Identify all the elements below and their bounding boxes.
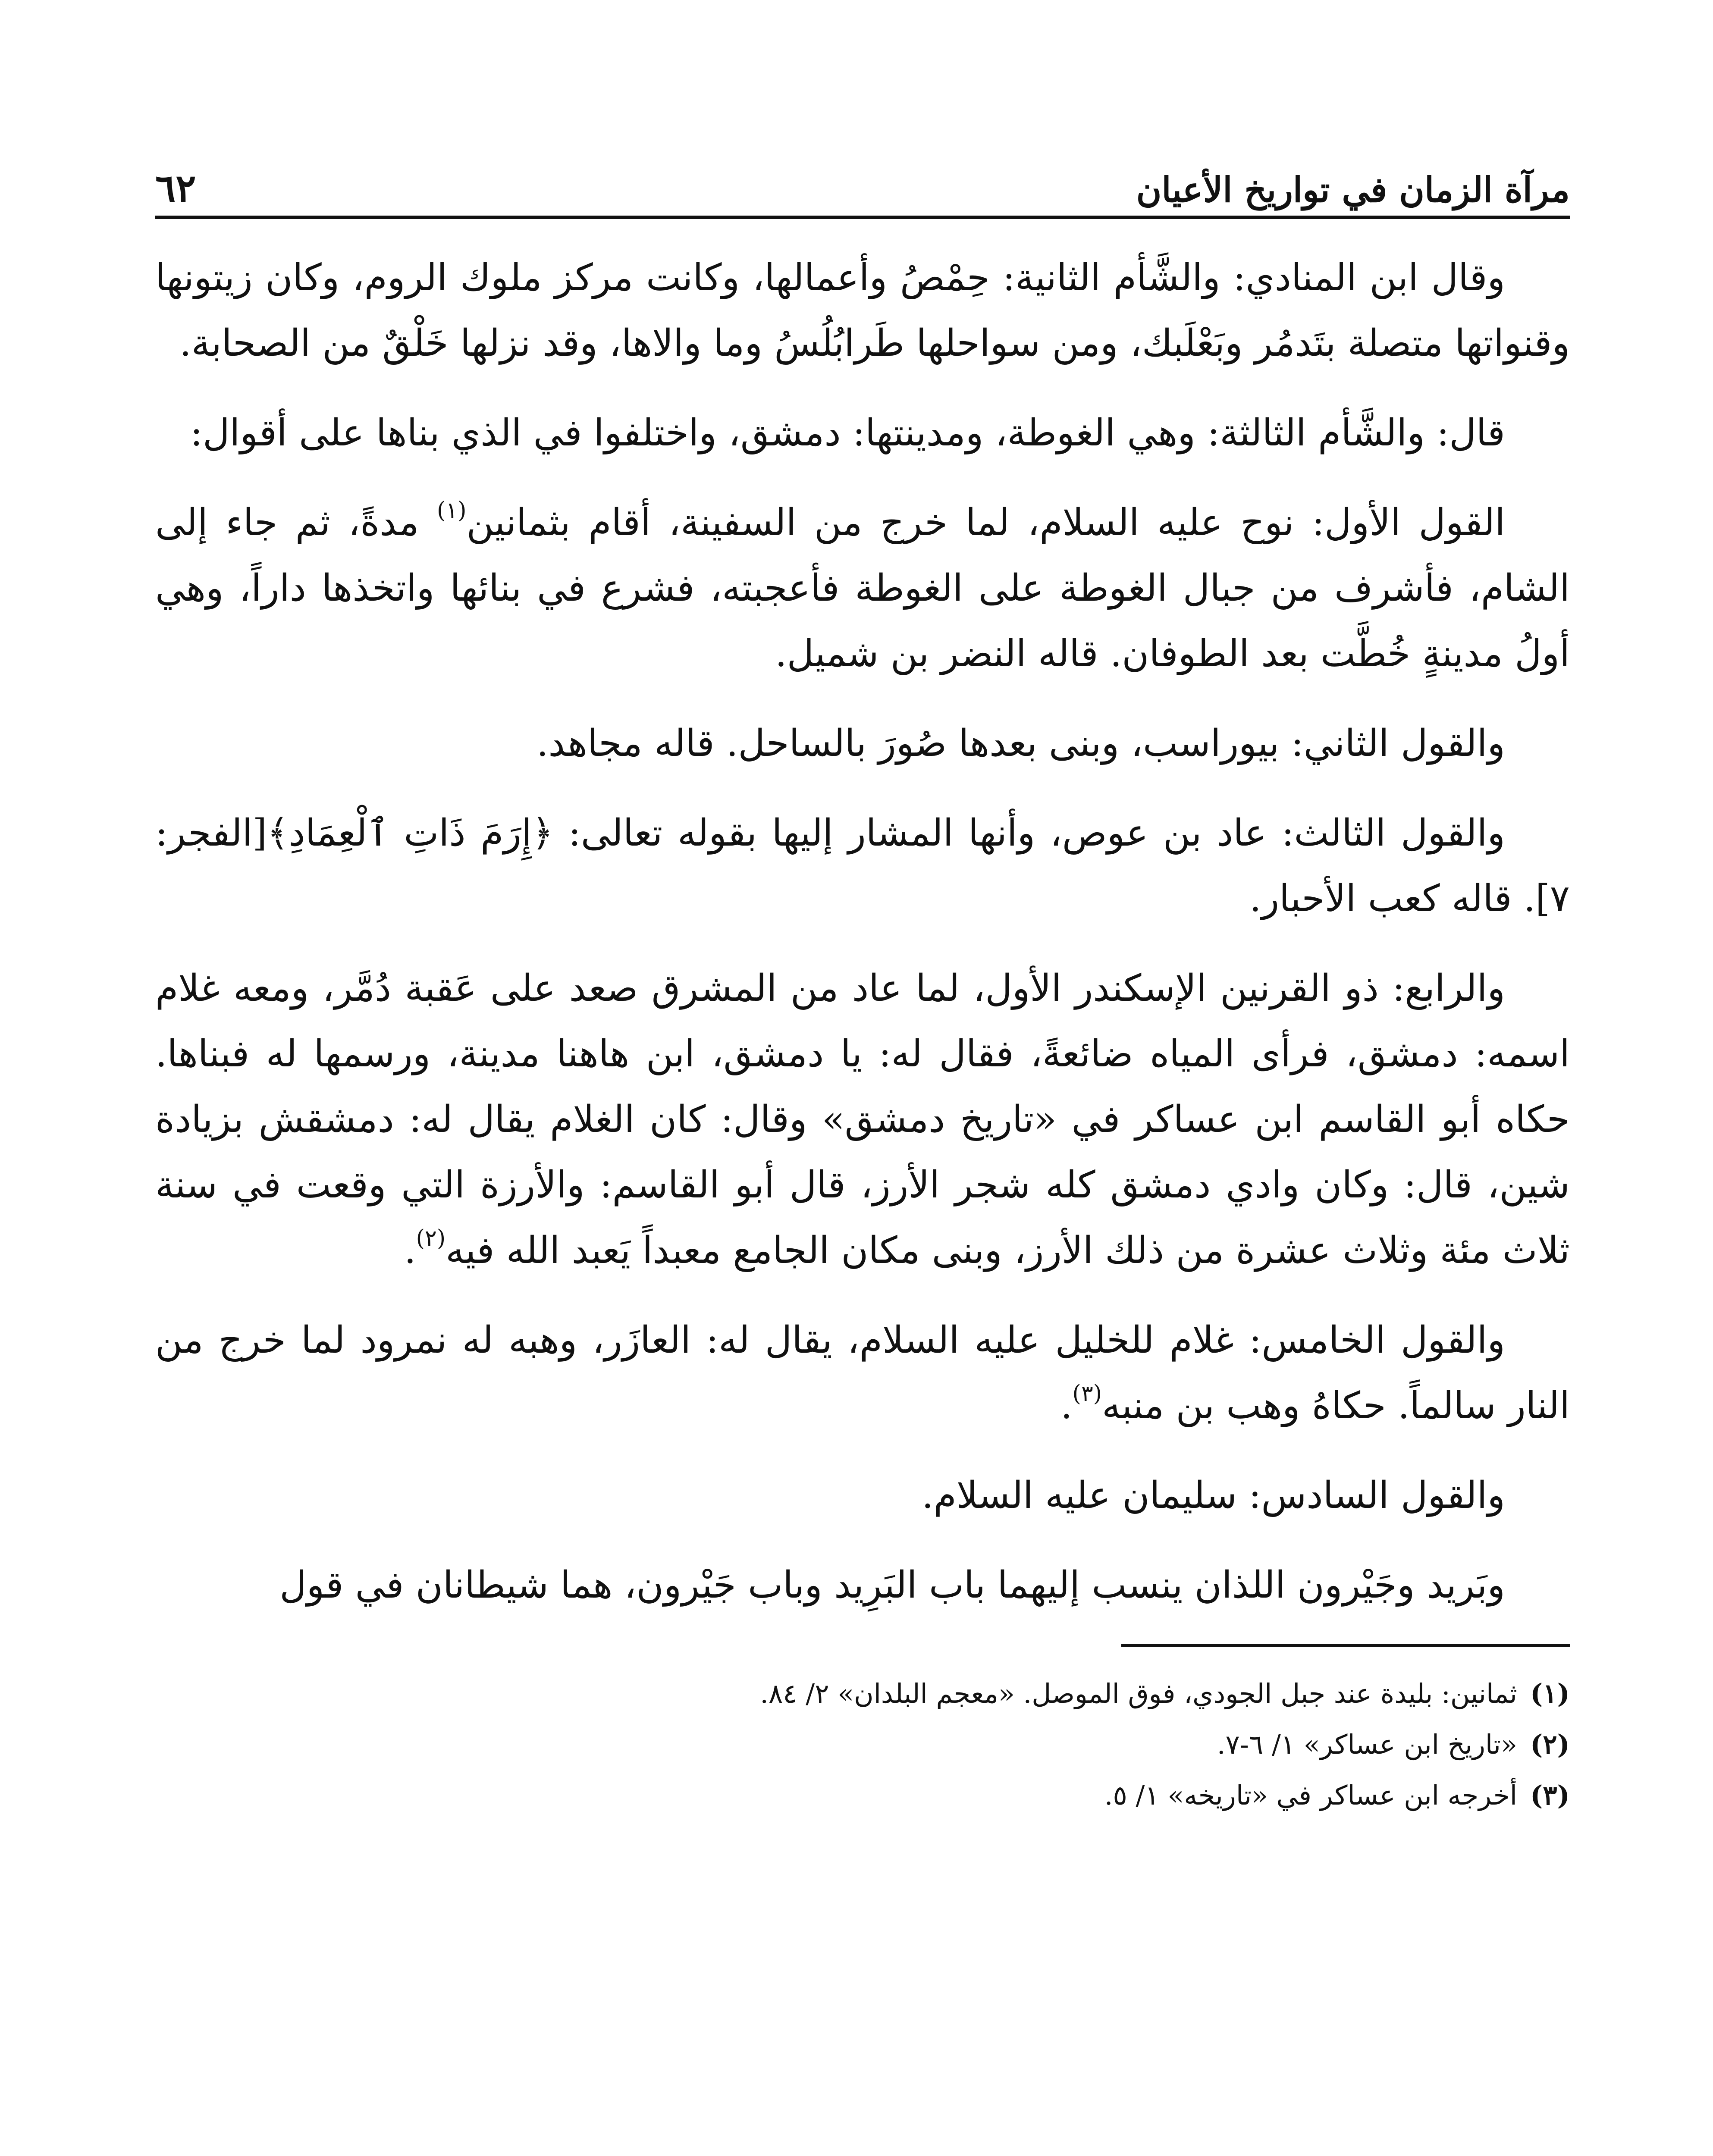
paragraph-text: قال: والشَّأم الثالثة: وهي الغوطة، ومدينتها: دمشق، واختلفوا في الذي بناها على أقوال: [190, 411, 1505, 454]
paragraph-text: والقول الثالث: عاد بن عوص، وأنها المشار إليها بقوله تعالى: ﴿إِرَمَ ذَاتِ ٱلْعِمَادِ﴾[الفجر: ٧]. قاله كعب الأحبار. [155, 812, 1570, 920]
main-text [155, 245, 1570, 1618]
paragraph [155, 1552, 1570, 1618]
footnote-separator [1121, 1644, 1570, 1647]
paragraph-text: وبَريد وجَيْرون اللذان ينسب إليهما باب البَرِيد وباب جَيْرون، هما شيطانان في قول [279, 1564, 1505, 1607]
footnote [155, 1770, 1570, 1821]
paragraph [155, 245, 1570, 376]
footnote-text: ثمانين: بليدة عند جبل الجودي، فوق الموصل. «معجم البلدان» ٢/ ٨٤. [760, 1678, 1517, 1709]
paragraph-text: والقول الثاني: بيوراسب، وبنى بعدها صُورَ بالساحل. قاله مجاهد. [536, 722, 1505, 765]
footnote-ref[interactable]: (٣) [1072, 1381, 1102, 1407]
paragraph-text: والقول الخامس: غلام للخليل عليه السلام، يقال له: العازَر، وهبه له نمرود لما خرج من النار سالماً. حكاهُ وهب بن منبه [155, 1319, 1570, 1427]
paragraph-text: مدةً، ثم جاء إلى الشام، فأشرف من جبال الغوطة على الغوطة فأعجبته، فشرع في بنائها واتخذها داراً، وهي أولُ مدينةٍ خُطَّت بعد الطوفان. قاله النضر بن شميل. [155, 501, 1570, 675]
footnote-ref[interactable]: (١) [437, 498, 467, 524]
paragraph-text: . [1060, 1384, 1073, 1427]
footnote-number: (١) [1530, 1678, 1570, 1709]
paragraph [155, 956, 1570, 1283]
paragraph [155, 400, 1570, 466]
paragraph [155, 490, 1570, 686]
paragraph [155, 1307, 1570, 1438]
paragraph [155, 800, 1570, 931]
running-title: مرآة الزمان في تواريخ الأعيان [1136, 169, 1570, 210]
page-header [155, 142, 1570, 219]
paragraph [155, 1463, 1570, 1528]
paragraph-text: . [404, 1229, 416, 1272]
book-page [155, 142, 1570, 2156]
footnote [155, 1668, 1570, 1719]
paragraph [155, 711, 1570, 776]
footnote-ref[interactable]: (٢) [416, 1225, 446, 1252]
paragraph-text: والقول السادس: سليمان عليه السلام. [922, 1474, 1505, 1517]
footnote-text: «تاريخ ابن عساكر» ١/ ٦-٧. [1217, 1729, 1517, 1760]
paragraph-text: والرابع: ذو القرنين الإسكندر الأول، لما عاد من المشرق صعد على عَقبة دُمَّر، ومعه غلام اسمه: دمشق، فرأى المياه ضائعةً، فقال له: يا دمشق، ابن هاهنا مدينة، ورسمها له فبناها. حكاه أبو القاسم ابن عساكر في «تاريخ دمشق» وقال: كان الغلام يقال له: دمشقش بزيادة شين، قال: وكان وادي دمشق كله شجر الأرز، قال أبو القاسم: والأرزة التي وقعت في سنة ثلاث مئة وثلاث عشرة من ذلك الأرز، وبنى مكان الجامع معبداً يَعبد الله فيه [155, 967, 1570, 1272]
page-number: ٦٢ [155, 166, 196, 210]
footnote-text: أخرجه ابن عساكر في «تاريخه» ١/ ٥. [1104, 1780, 1517, 1811]
footnote-number: (٣) [1530, 1780, 1570, 1811]
footnote-number: (٢) [1530, 1729, 1570, 1760]
paragraph-text: القول الأول: نوح عليه السلام، لما خرج من السفينة، أقام بثمانين [466, 501, 1506, 544]
footnotes [155, 1668, 1570, 1821]
paragraph-text: وقال ابن المنادي: والشَّأم الثانية: حِمْصُ وأعمالها، وكانت مركز ملوك الروم، وكان زيتونها وقنواتها متصلة بتَدمُر وبَعْلَبك، ومن سواحلها طَرابُلُسُ وما والاها، وقد نزلها خَلْقٌ من الصحابة. [155, 256, 1570, 365]
footnote [155, 1719, 1570, 1770]
